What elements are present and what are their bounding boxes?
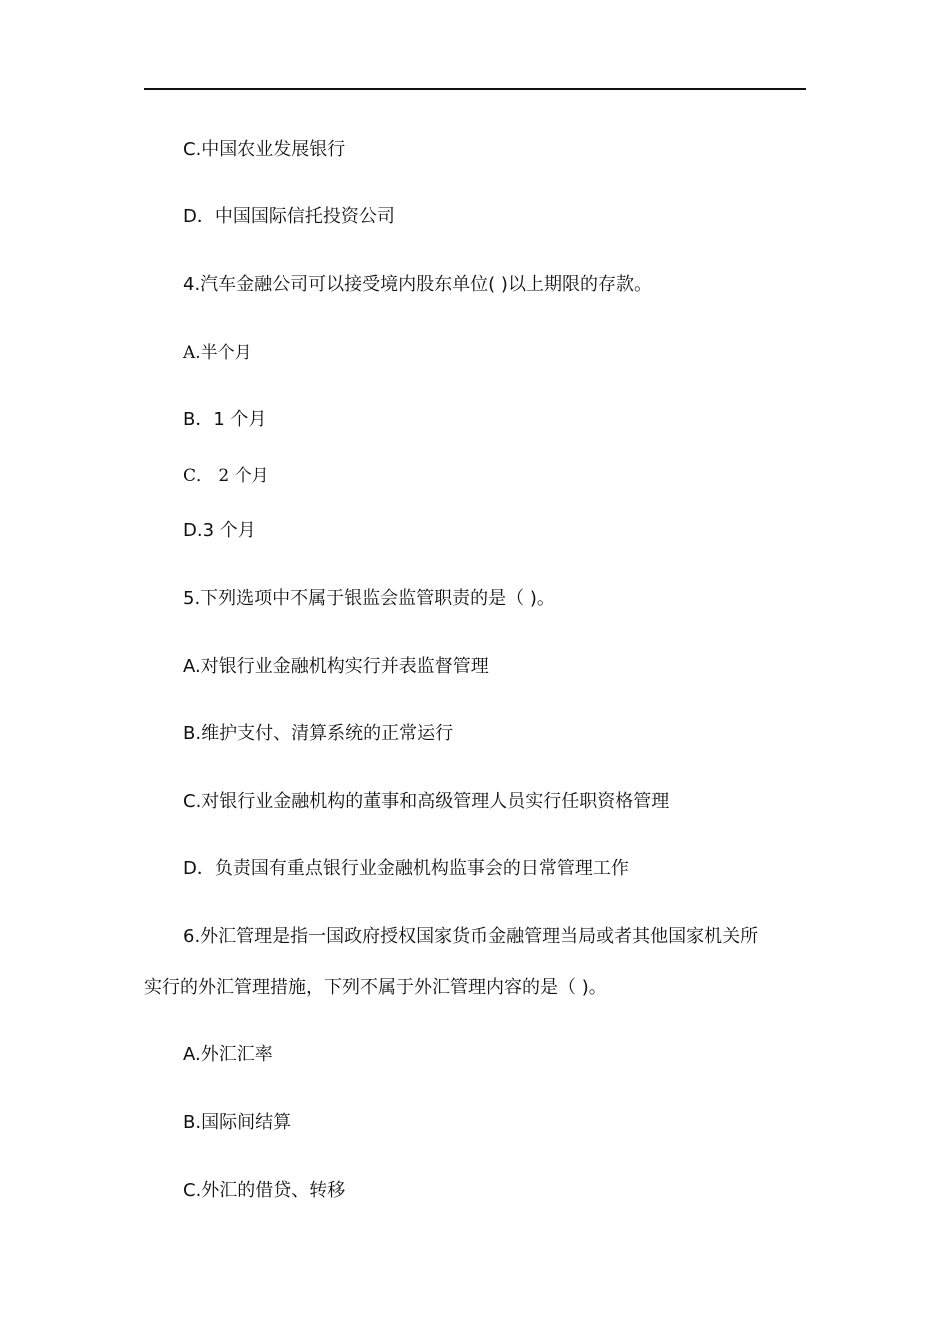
question-5: 5.下列选项中不属于银监会监管职责的是（ )。 bbox=[183, 588, 555, 609]
option-c-q3: C.中国农业发展银行 bbox=[183, 139, 346, 160]
option-a-q5: A.对银行业金融机构实行并表监督管理 bbox=[183, 656, 489, 677]
option-c-q6: C.外汇的借贷、转移 bbox=[183, 1180, 346, 1201]
option-d-q4: D.3 个月 bbox=[183, 520, 256, 541]
question-6-line-1: 6.外汇管理是指一国政府授权国家货币金融管理当局或者其他国家机关所 bbox=[183, 926, 759, 947]
option-a-q6: A.外汇汇率 bbox=[183, 1044, 273, 1065]
option-d-q3: D．中国国际信托投资公司 bbox=[183, 206, 395, 227]
header-rule bbox=[144, 88, 806, 90]
option-b-q4: B．1 个月 bbox=[183, 409, 267, 430]
question-4: 4.汽车金融公司可以接受境内股东单位( )以上期限的存款。 bbox=[183, 274, 652, 295]
option-c-q5: C.对银行业金融机构的董事和高级管理人员实行任职资格管理 bbox=[183, 791, 670, 812]
option-b-q5: B.维护支付、清算系统的正常运行 bbox=[183, 723, 454, 744]
option-c-q4: C． 2 个月 bbox=[183, 466, 269, 486]
question-6-line-2: 实行的外汇管理措施，下列不属于外汇管理内容的是（ )。 bbox=[144, 977, 607, 998]
option-d-q5: D．负责国有重点银行业金融机构监事会的日常管理工作 bbox=[183, 858, 629, 879]
option-a-q4: A.半个月 bbox=[183, 343, 252, 363]
option-b-q6: B.国际间结算 bbox=[183, 1112, 292, 1133]
